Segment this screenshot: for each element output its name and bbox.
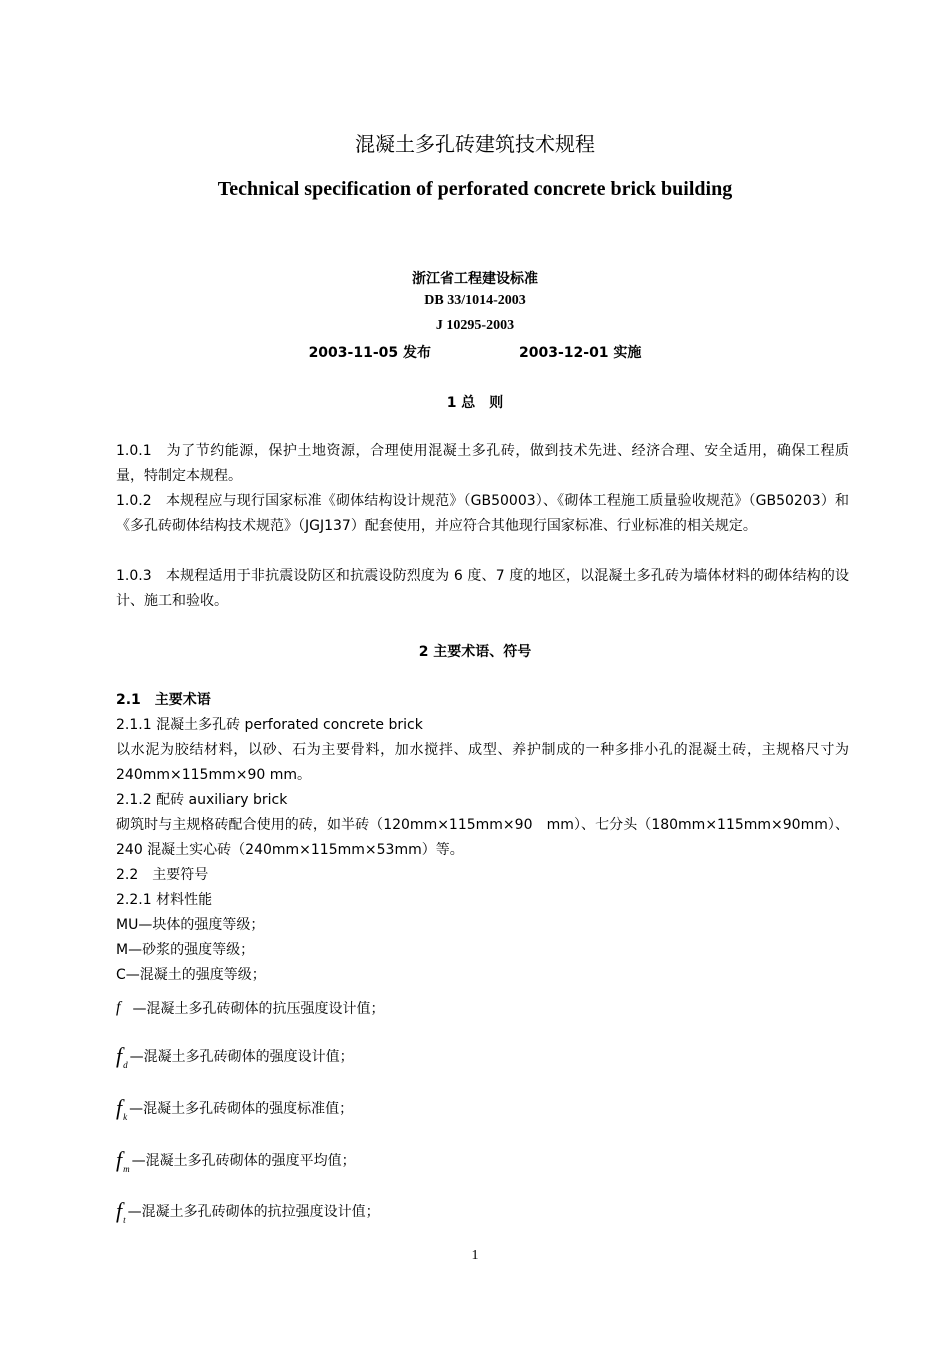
clause-1-0-3: 1.0.3 本规程适用于非抗震设防区和抗震设防烈度为 6 度、7 度的地区，以混凝土多孔砖为墙体材料的砌体结构的设计、施工和验收。 <box>116 568 849 609</box>
term-2-1-1: 2.1.1 混凝土多孔砖 perforated concrete brick <box>116 717 423 733</box>
page-number: 1 <box>471 1248 479 1263</box>
definition-2-1-2: 砌筑时与主规格砖配合使用的砖，如半砖（120mm×115mm×90 mm）、七分头（180mm×115mm×90mm）、240 混凝土实心砖（240mm×115mm×53mm）等。 <box>116 817 849 858</box>
symbol-f <box>116 998 384 1018</box>
symbol-description: —混凝土多孔砖砌体的强度设计值； <box>129 1049 354 1065</box>
chapter-1-heading: 1 总 则 <box>446 395 504 411</box>
symbol-subscript: k <box>123 1112 128 1122</box>
section-2-2-1-heading: 2.2.1 材料性能 <box>116 892 213 908</box>
title-english: Technical specification of perforated concrete brick building <box>217 178 733 200</box>
symbol-description: —混凝土多孔砖砌体的抗拉强度设计值； <box>127 1204 380 1220</box>
symbol-line-c: C—混凝土的强度等级； <box>116 967 266 983</box>
standard-code-db: DB 33/1014-2003 <box>424 293 526 308</box>
clause-1-0-2: 1.0.2 本规程应与现行国家标准《砌体结构设计规范》（GB50003）、《砌体工程施工质量验收规范》（GB50203）和《多孔砖砌体结构技术规范》（JGJ137）配套使用，并应符合其他现行国家标准、行业标准的相关规定。 <box>116 493 849 534</box>
symbol-fd <box>116 1043 354 1069</box>
symbol-letter: f <box>116 999 121 1016</box>
symbol-subscript: t <box>123 1215 126 1225</box>
symbol-letter: f <box>116 1198 123 1223</box>
symbol-line-m: M—砂浆的强度等级； <box>116 942 255 958</box>
symbol-description: —混凝土多孔砖砌体的强度平均值； <box>131 1153 356 1169</box>
symbol-letter: f <box>116 1095 123 1120</box>
symbol-subscript: d <box>123 1060 128 1070</box>
standard-code-j: J 10295-2003 <box>435 318 515 333</box>
symbol-description: —混凝土多孔砖砌体的抗压强度设计值； <box>132 1001 385 1017</box>
term-2-1-2: 2.1.2 配砖 auxiliary brick <box>116 792 288 808</box>
section-2-2-heading: 2.2 主要符号 <box>116 867 209 883</box>
symbol-letter: f <box>116 1147 123 1172</box>
standard-organization: 浙江省工程建设标准 <box>412 271 538 287</box>
chapter-2-heading: 2 主要术语、符号 <box>418 644 532 660</box>
symbol-fk <box>116 1095 353 1121</box>
title-chinese: 混凝土多孔砖建筑技术规程 <box>355 132 595 156</box>
symbol-subscript: m <box>123 1164 130 1174</box>
clause-1-0-1: 1.0.1 为了节约能源，保护土地资源，合理使用混凝土多孔砖，做到技术先进、经济合理、安全适用，确保工程质量，特制定本规程。 <box>116 443 849 484</box>
symbol-description: —混凝土多孔砖砌体的强度标准值； <box>129 1101 354 1117</box>
effective-date: 2003-12-01 实施 <box>519 345 642 361</box>
symbol-fm <box>116 1147 356 1173</box>
standard-dates <box>0 342 950 362</box>
issue-date: 2003-11-05 发布 <box>308 345 431 361</box>
symbol-line-mu: MU—块体的强度等级； <box>116 917 265 933</box>
definition-2-1-1: 以水泥为胶结材料，以砂、石为主要骨料，加水搅拌、成型、养护制成的一种多排小孔的混凝土砖，主规格尺寸为 240mm×115mm×90 mm。 <box>116 742 849 783</box>
section-2-1-heading: 2.1 主要术语 <box>116 692 211 708</box>
symbol-letter: f <box>116 1043 123 1068</box>
symbol-ft <box>116 1198 380 1224</box>
